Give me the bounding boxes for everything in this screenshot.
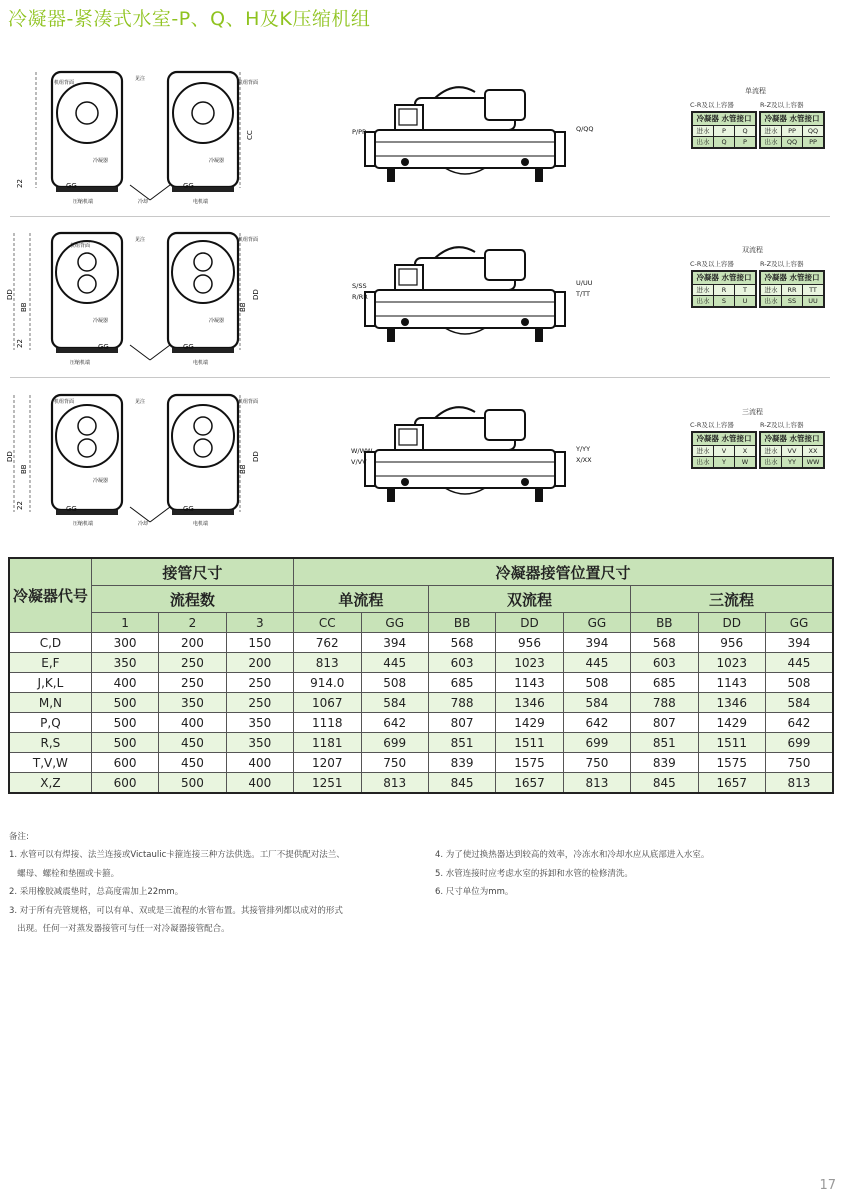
table-cell: 508 (765, 673, 833, 693)
dim-gg-2b: GG (183, 343, 194, 351)
table-cell: 350 (226, 733, 293, 753)
legend-box-left: 冷凝器 水管接口 进水 R T 出水 S U (691, 270, 757, 308)
table-cell: 1207 (293, 753, 361, 773)
table-cell: 603 (631, 653, 698, 673)
table-cell: 600 (91, 773, 158, 794)
table-cell: 1346 (698, 693, 765, 713)
subheader-cell: CC (293, 613, 361, 633)
table-cell: 500 (91, 693, 158, 713)
table-cell: 500 (91, 713, 158, 733)
label-back-left-3: 机组背面 (54, 399, 75, 405)
table-cell: 839 (631, 753, 698, 773)
table-cell: M,N (9, 693, 91, 713)
page-title: 冷凝器-紧凑式水室-P、Q、H及K压缩机组 (8, 8, 371, 30)
label-motor-end-3: 电机端 (193, 521, 209, 527)
conn-double-left-top: S/SS (352, 282, 367, 290)
conn-triple-right-top: Y/YY (576, 445, 591, 453)
table-cell: 1511 (698, 733, 765, 753)
subheader-cell: GG (361, 613, 428, 633)
table-cell: 250 (159, 673, 226, 693)
table-cell: 956 (698, 633, 765, 653)
conn-triple-right-bottom: X/XX (576, 456, 592, 464)
label-compressor-end: 压缩机端 (73, 199, 94, 205)
label-condenser-r: 冷凝器 (209, 158, 225, 164)
table-cell: 584 (563, 693, 630, 713)
table-cell: 1346 (496, 693, 563, 713)
label-back-right-3: 机组背面 (238, 399, 259, 405)
table-cell: 813 (361, 773, 428, 794)
table-cell: 807 (631, 713, 698, 733)
label-condenser-3: 冷凝器 (93, 478, 109, 484)
triple-pass-section (14, 395, 565, 522)
note-line: 3. 对于所有壳管规格，可以有单、双或是三流程的水管布置。其接管排列都以成对的形式 (9, 905, 343, 916)
table-cell: 445 (563, 653, 630, 673)
label-motor-end-2: 电机端 (193, 360, 209, 366)
table-cell: 394 (361, 633, 428, 653)
table-cell: 699 (765, 733, 833, 753)
table-cell: 568 (631, 633, 698, 653)
table-cell: 1657 (698, 773, 765, 794)
table-cell: 813 (765, 773, 833, 794)
subheader-cell: 1 (91, 613, 158, 633)
table-cell: 845 (631, 773, 698, 794)
dim-dd-2b: DD (252, 289, 260, 300)
table-cell: 762 (293, 633, 361, 653)
conn-single-right: Q/QQ (576, 125, 594, 133)
conn-single-left: P/PP (352, 128, 366, 136)
table-cell: P,Q (9, 713, 91, 733)
table-cell: 150 (226, 633, 293, 653)
table-cell: 250 (226, 693, 293, 713)
label-view-note-3: 见注 (135, 399, 146, 405)
dim-gg-3b: GG (183, 505, 194, 513)
table-cell: X,Z (9, 773, 91, 794)
section-divider (10, 216, 830, 217)
table-cell: 394 (765, 633, 833, 653)
table-cell: 1511 (496, 733, 563, 753)
header-position: 冷凝器接管位置尺寸 (293, 558, 833, 586)
table-cell: 350 (226, 713, 293, 733)
table-cell: 300 (91, 633, 158, 653)
label-view-note: 见注 (135, 76, 146, 82)
table-cell: 350 (159, 693, 226, 713)
table-cell: 1251 (293, 773, 361, 794)
table-cell: 914.0 (293, 673, 361, 693)
legend-box-right: 冷凝器 水管接口 进水 RR TT 出水 SS UU (759, 270, 825, 308)
table-cell: 699 (563, 733, 630, 753)
table-cell: 813 (563, 773, 630, 794)
note-line: 螺母、螺栓和垫圈或卡箍。 (9, 868, 120, 879)
conn-double-right-top: U/UU (576, 279, 593, 287)
dim-gg-1a: GG (66, 182, 77, 190)
table-cell: 1575 (496, 753, 563, 773)
single-pass-section (36, 72, 565, 200)
table-cell: 1023 (496, 653, 563, 673)
section-divider (10, 377, 830, 378)
label-cooler: 冷却 (138, 199, 149, 205)
table-cell: 568 (428, 633, 495, 653)
table-cell: 788 (428, 693, 495, 713)
table-row (9, 693, 833, 713)
subheader-cell: DD (698, 613, 765, 633)
legend-box-right: 冷凝器 水管接口 进水 PP QQ 出水 QQ PP (759, 111, 825, 149)
table-cell: 350 (91, 653, 158, 673)
header-triple: 三流程 (631, 586, 833, 613)
table-cell: 1067 (293, 693, 361, 713)
table-cell: 851 (631, 733, 698, 753)
table-cell: 813 (293, 653, 361, 673)
dim-cc: CC (246, 130, 254, 140)
table-cell: E,F (9, 653, 91, 673)
label-cooler-3: 冷却 (138, 521, 149, 527)
note-line: 2. 采用橡胶减震垫时，总高度需加上22mm。 (9, 887, 184, 897)
label-view-note-2: 见注 (135, 237, 146, 243)
table-cell: 685 (631, 673, 698, 693)
table-cell: 584 (765, 693, 833, 713)
dim-bb-3a: BB (20, 464, 28, 474)
label-back-right: 机组背面 (238, 80, 259, 86)
table-cell: 200 (226, 653, 293, 673)
dim-gg-3a: GG (66, 505, 77, 513)
label-compressor-end-3: 压缩机端 (73, 521, 94, 527)
label-condenser: 冷凝器 (93, 158, 109, 164)
header-double: 双流程 (428, 586, 630, 613)
table-cell: J,K,L (9, 673, 91, 693)
note-line: 4. 为了使过换热器达到较高的效率，冷冻水和冷却水应从底部进入水室。 (435, 850, 710, 860)
header-single: 单流程 (293, 586, 428, 613)
table-cell: 394 (563, 633, 630, 653)
dim-22-3: 22 (16, 501, 24, 510)
subheader-cell: BB (428, 613, 495, 633)
page-number: 17 (819, 1178, 836, 1193)
table-cell: 845 (428, 773, 495, 794)
double-pass-section (14, 233, 565, 360)
dim-gg-2a: GG (98, 343, 109, 351)
table-cell: 1181 (293, 733, 361, 753)
table-cell: R,S (9, 733, 91, 753)
table-row (9, 633, 833, 653)
table-cell: 788 (631, 693, 698, 713)
dim-bb-3b: BB (239, 464, 247, 474)
table-row (9, 673, 833, 693)
dim-bb-2b: BB (239, 302, 247, 312)
condenser-spec-table (8, 557, 834, 794)
table-cell: 445 (765, 653, 833, 673)
table-cell: T,V,W (9, 753, 91, 773)
table-cell: 642 (765, 713, 833, 733)
dim-22-1: 22 (16, 179, 24, 188)
table-cell: 1023 (698, 653, 765, 673)
notes-right (435, 846, 835, 902)
table-row (9, 653, 833, 673)
note-line: 出现。任何一对蒸发器接管可与任一对冷凝器接管配合。 (9, 924, 230, 934)
table-cell: 500 (91, 733, 158, 753)
table-cell: 400 (91, 673, 158, 693)
table-cell: 445 (361, 653, 428, 673)
table-cell: 400 (159, 713, 226, 733)
conn-triple-left-bottom: V/VV (351, 458, 367, 466)
table-cell: 956 (496, 633, 563, 653)
legend-box-right: 冷凝器 水管接口 进水 VV XX 出水 YY WW (759, 431, 825, 469)
table-cell: 685 (428, 673, 495, 693)
header-passes: 流程数 (91, 586, 293, 613)
dim-dd-2a: DD (6, 289, 14, 300)
subheader-cell: 3 (226, 613, 293, 633)
dim-gg-1b: GG (183, 182, 194, 190)
label-condenser-2r: 冷凝器 (209, 318, 225, 324)
dim-dd-3a: DD (6, 451, 14, 462)
subheader-row (9, 613, 833, 633)
subheader-cell: GG (765, 613, 833, 633)
table-cell: 750 (765, 753, 833, 773)
label-back-left-2: 机组背面 (70, 243, 91, 249)
table-cell: 1657 (496, 773, 563, 794)
dim-22-2: 22 (16, 339, 24, 348)
table-cell: 1429 (698, 713, 765, 733)
table-cell: 1143 (496, 673, 563, 693)
table-row (9, 713, 833, 733)
note-line: 6. 尺寸单位为mm。 (435, 887, 514, 897)
dim-bb-2a: BB (20, 302, 28, 312)
label-motor-end: 电机端 (193, 199, 209, 205)
table-cell: 250 (159, 653, 226, 673)
table-row (9, 773, 833, 794)
conn-double-left-bottom: R/RR (352, 293, 368, 301)
table-cell: 750 (563, 753, 630, 773)
table-cell: 807 (428, 713, 495, 733)
table-cell: 1118 (293, 713, 361, 733)
table-row (9, 753, 833, 773)
table-row (9, 733, 833, 753)
table-cell: 1143 (698, 673, 765, 693)
subheader-cell: DD (496, 613, 563, 633)
label-back-left: 机组背面 (54, 80, 75, 86)
table-cell: 200 (159, 633, 226, 653)
table-cell: 450 (159, 733, 226, 753)
table-cell: 584 (361, 693, 428, 713)
notes-left (9, 846, 429, 939)
label-back-right-2: 机组背面 (238, 237, 259, 243)
table-cell: 851 (428, 733, 495, 753)
note-line: 1. 水管可以有焊接、法兰连接或Victaulic卡箍连接三种方法供选。工厂不提供配对法兰、 (9, 850, 345, 860)
table-cell: 508 (563, 673, 630, 693)
legend-box-left: 冷凝器 水管接口 进水 V X 出水 Y W (691, 431, 757, 469)
label-condenser-2: 冷凝器 (93, 318, 109, 324)
table-cell: 642 (563, 713, 630, 733)
table-cell: 400 (226, 753, 293, 773)
table-cell: 500 (159, 773, 226, 794)
table-body (9, 633, 833, 794)
subheader-cell: BB (631, 613, 698, 633)
note-line: 5. 水管连接时应考虑水室的拆卸和水管的检修清洗。 (435, 868, 633, 879)
table-cell: 839 (428, 753, 495, 773)
notes-heading: 备注: (9, 832, 29, 842)
table-cell: 508 (361, 673, 428, 693)
conn-double-right-bottom: T/TT (576, 290, 590, 298)
label-compressor-end-2: 压缩机端 (70, 360, 91, 366)
table-cell: 450 (159, 753, 226, 773)
table-cell: 603 (428, 653, 495, 673)
table-cell: 400 (226, 773, 293, 794)
subheader-cell: 2 (159, 613, 226, 633)
subheader-cell: GG (563, 613, 630, 633)
table-cell: 750 (361, 753, 428, 773)
table-cell: 699 (361, 733, 428, 753)
table-cell: 642 (361, 713, 428, 733)
header-code: 冷凝器代号 (9, 558, 91, 633)
table-cell: 250 (226, 673, 293, 693)
header-pipe-size: 接管尺寸 (91, 558, 293, 586)
table-cell: 600 (91, 753, 158, 773)
table-cell: 1575 (698, 753, 765, 773)
dim-dd-3b: DD (252, 451, 260, 462)
table-cell: 1429 (496, 713, 563, 733)
table-cell: C,D (9, 633, 91, 653)
legend-box-left: 冷凝器 水管接口 进水 P Q 出水 Q P (691, 111, 757, 149)
conn-triple-left-top: W/WW (351, 447, 373, 455)
